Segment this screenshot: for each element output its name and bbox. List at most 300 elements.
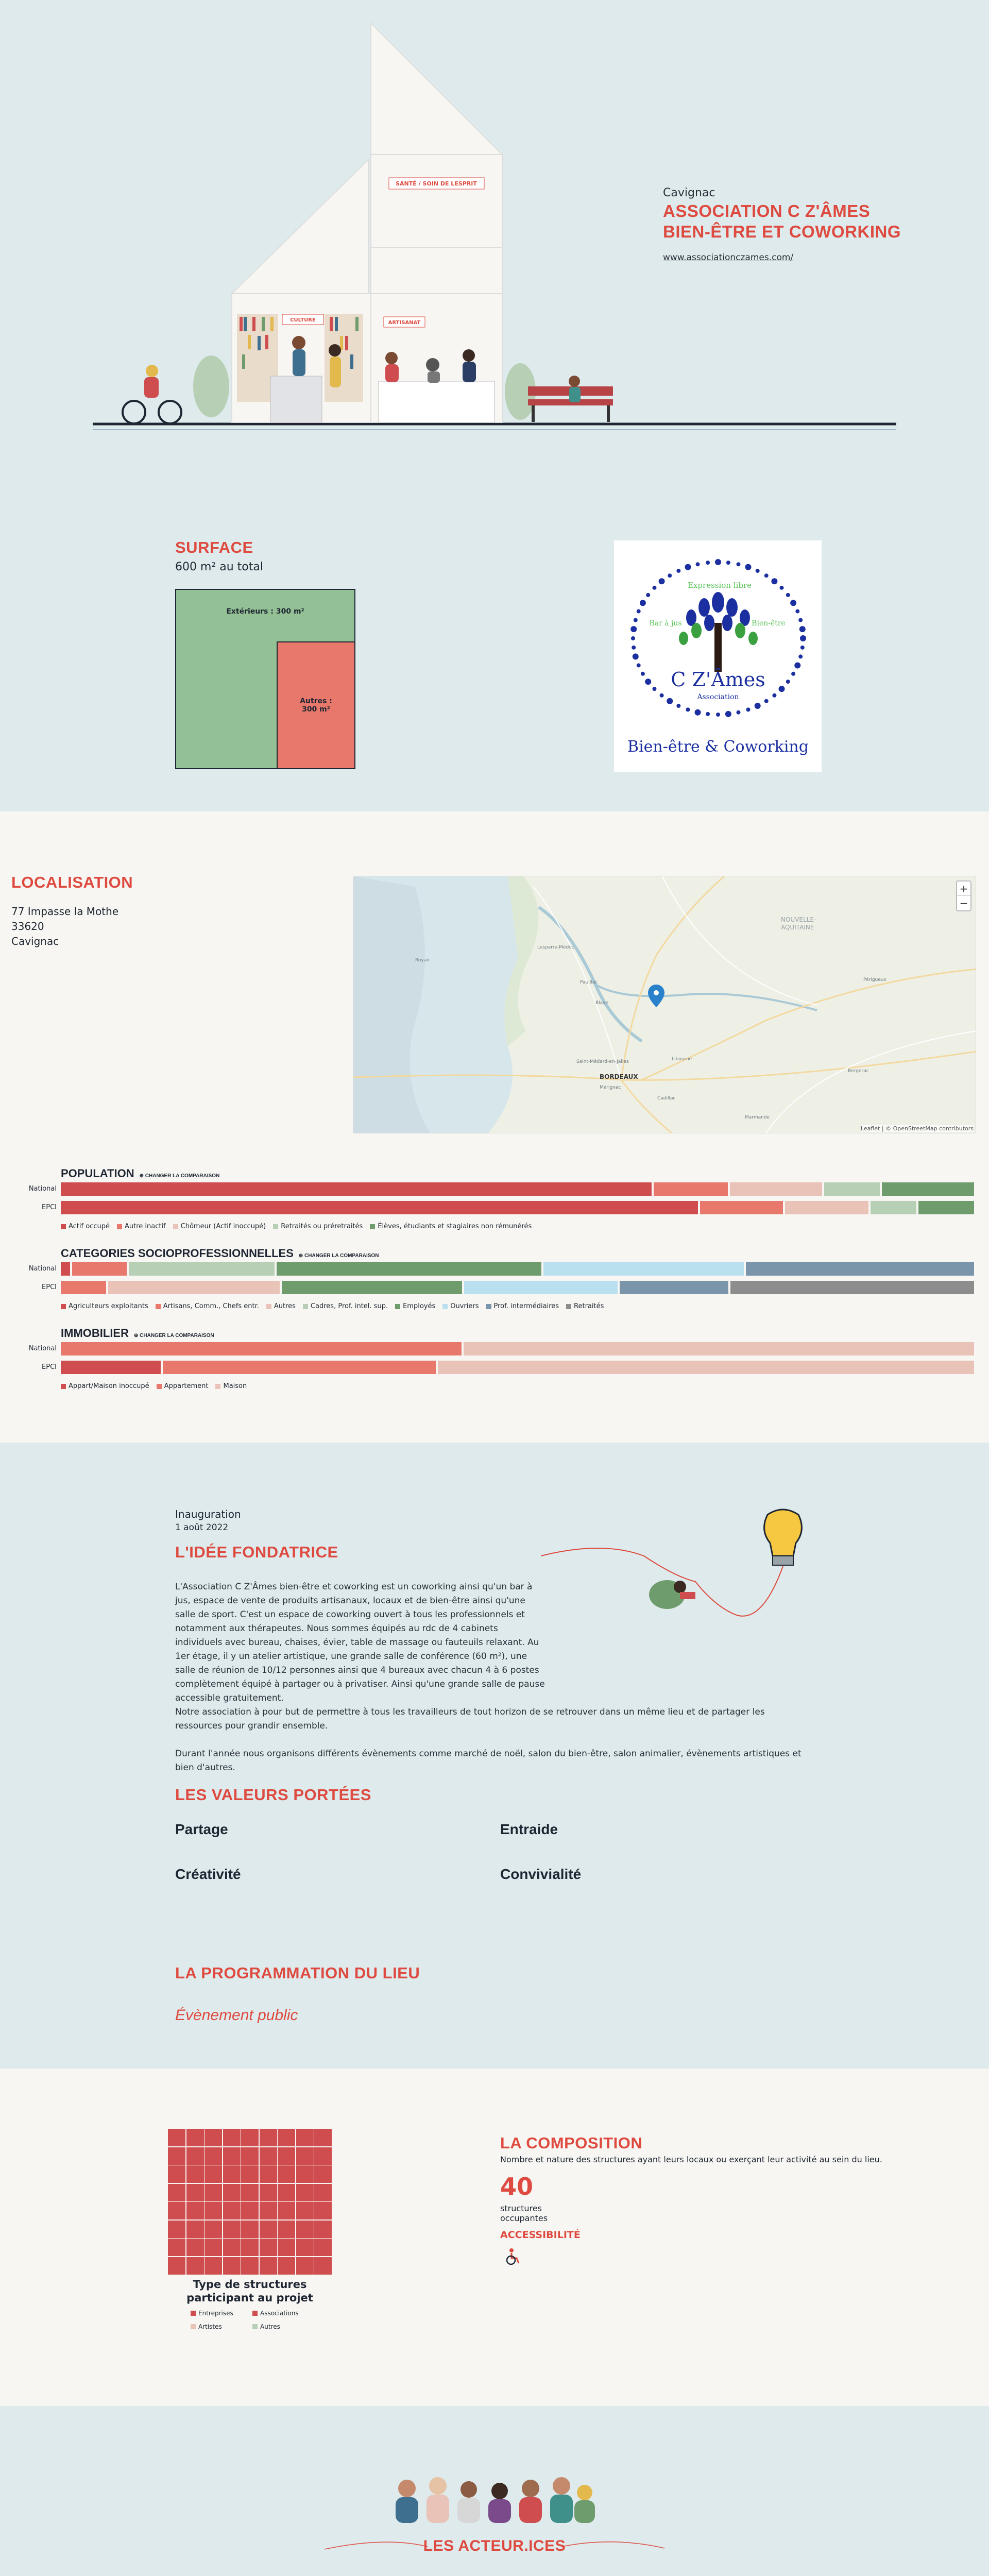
structure-cell — [204, 2147, 222, 2165]
stat-bar-segment[interactable] — [918, 1201, 974, 1214]
legend-label: Cadres, Prof. intel. sup. — [310, 1302, 388, 1310]
legend-label: Actif occupé — [69, 1223, 110, 1230]
legend-item — [61, 1382, 149, 1390]
logo-dot — [772, 693, 776, 698]
stat-bar-segment[interactable] — [464, 1281, 618, 1294]
structure-cell — [204, 2239, 222, 2256]
logo-dot — [630, 626, 637, 632]
svg-text:Mérignac: Mérignac — [600, 1085, 621, 1090]
legend-item — [266, 1302, 296, 1310]
structure-cell — [186, 2257, 204, 2275]
legend-swatch — [173, 1224, 178, 1229]
structure-cell — [241, 2239, 259, 2256]
stat-bar-segment[interactable] — [61, 1361, 161, 1374]
structure-cell — [278, 2239, 295, 2256]
structure-cell — [278, 2184, 295, 2201]
valeur-creativite: Créativité — [175, 1866, 241, 1882]
legend-label: Appart/Maison inoccupé — [69, 1382, 149, 1390]
structure-cell — [296, 2257, 314, 2275]
structure-cell — [241, 2257, 259, 2275]
legend-item — [173, 1223, 266, 1230]
accessibilite-heading: ACCESSIBILITÉ — [500, 2229, 581, 2241]
structure-cell — [241, 2221, 259, 2238]
idee-heading: L'IDÉE FONDATRICE — [175, 1543, 338, 1561]
logo-dot — [780, 586, 784, 590]
structure-cell — [278, 2221, 295, 2238]
svg-text:NOUVELLE-: NOUVELLE- — [781, 916, 816, 923]
legend-item — [395, 1302, 435, 1310]
people-illustration — [381, 2468, 613, 2524]
structure-cell — [223, 2202, 241, 2219]
stat-title-text: POPULATION — [61, 1167, 134, 1180]
legend-item — [303, 1302, 388, 1310]
structure-cell — [223, 2165, 241, 2183]
structure-cell — [168, 2147, 185, 2165]
stat-title-immobilier — [61, 1327, 214, 1340]
legend-swatch — [303, 1304, 308, 1309]
stat-title-text: IMMOBILIER — [61, 1327, 129, 1340]
structure-cell — [186, 2184, 204, 2201]
structure-cell — [241, 2147, 259, 2165]
logo-sub: Association — [697, 693, 739, 701]
legend-swatch — [370, 1224, 375, 1229]
logo-dot — [798, 654, 803, 658]
structure-cell — [314, 2257, 332, 2275]
logo-dot — [736, 562, 740, 566]
structure-cell — [278, 2202, 295, 2219]
localisation-heading: LOCALISATION — [11, 873, 133, 891]
legend-swatch — [117, 1224, 122, 1229]
structure-cell — [223, 2257, 241, 2275]
structure-cell — [260, 2129, 277, 2146]
structure-cell — [296, 2239, 314, 2256]
logo-dot — [756, 569, 760, 573]
structures-label-1: structures — [500, 2204, 542, 2213]
structures-count: 40 — [500, 2173, 534, 2200]
stat-bar-segment[interactable] — [746, 1262, 974, 1276]
stat-bar-segment[interactable] — [871, 1201, 917, 1214]
legend-label: Agriculteurs exploitants — [69, 1302, 148, 1310]
idee-text — [175, 1580, 809, 1775]
logo-dot — [726, 561, 730, 565]
structure-cell — [204, 2184, 222, 2201]
structure-cell — [223, 2221, 241, 2238]
structure-cell — [223, 2147, 241, 2165]
structure-cell — [260, 2184, 277, 2201]
structure-cell — [314, 2129, 332, 2146]
logo-dot — [660, 693, 664, 698]
stat-bar-segment[interactable] — [730, 1281, 974, 1294]
logo-dot — [686, 707, 690, 711]
idee-para1: L'Association C Z'Âmes bien-être et coworking est un coworking ainsi qu'un bar à jus, espace de vente de produits artisanaux, locaux et de bien-être ainsi qu'une salle de sport. C'est un espace de coworking ouvert à tous les professionnels et notamment aux thérapeutes. Nous sommes équipés au rdc de 4 cabinets individuels avec bureau, chaises, évier, table de massage ou fauteuils relaxant. Au 1er étage, il y un atelier artistique, une grande salle de conférence (60 m²), une salle de réunion de 10/12 personnes ainsi que 4 bureaux avec chacun 4 à 6 postes complètement équipé à partager ou à privatiser. Ainsi qu'une grande salle de pause accessible gratuitement. — [175, 1582, 545, 1703]
stat-bar-segment[interactable] — [620, 1281, 728, 1294]
structure-cell — [204, 2257, 222, 2275]
stat-bar-segment[interactable] — [730, 1182, 822, 1196]
logo-dot — [736, 710, 740, 715]
acteurs-section — [0, 2406, 989, 2576]
legend-swatch — [252, 2311, 258, 2316]
stat-bar-row — [61, 1342, 976, 1355]
compare-button[interactable]: ⊕ CHANGER LA COMPARAISON — [139, 1173, 220, 1179]
logo-dot — [646, 593, 650, 597]
structure-cell — [278, 2147, 295, 2165]
stat-bar-segment[interactable] — [108, 1281, 280, 1294]
structure-cell — [296, 2129, 314, 2146]
logo-dot — [786, 593, 790, 597]
logo-dot — [799, 626, 806, 632]
stat-row-label: National — [28, 1345, 57, 1352]
hero-section — [0, 0, 989, 464]
structure-cell — [260, 2221, 277, 2238]
structure-cell — [186, 2147, 204, 2165]
stat-bar-segment[interactable] — [72, 1262, 127, 1276]
svg-text:Royan: Royan — [415, 958, 430, 963]
legend-item — [370, 1223, 532, 1230]
zoom-in-button[interactable]: + — [957, 882, 970, 896]
hero-title-line2: BIEN-ÊTRE ET COWORKING — [663, 222, 901, 241]
legend-label: Autre inactif — [124, 1223, 166, 1230]
logo-dot — [685, 564, 691, 570]
stat-bar-segment[interactable] — [438, 1361, 974, 1374]
svg-text:Blaye: Blaye — [595, 1001, 609, 1006]
logo-dot — [632, 646, 636, 650]
stat-bar-segment[interactable] — [785, 1201, 868, 1214]
surface-section — [0, 464, 989, 811]
legend-item — [117, 1223, 166, 1230]
stat-bar-segment[interactable] — [824, 1182, 880, 1196]
legend-swatch — [566, 1304, 571, 1309]
structure-cell — [186, 2221, 204, 2238]
idee-section — [0, 1443, 989, 2069]
logo-dot — [800, 646, 805, 650]
surface-autres-block — [277, 641, 355, 769]
svg-text:ARTISANAT: ARTISANAT — [388, 320, 421, 326]
logo-dot — [795, 609, 799, 614]
svg-text:Lesparre-Médoc: Lesparre-Médoc — [537, 945, 574, 950]
autres-value: 300 m² — [302, 705, 330, 714]
structure-cell — [314, 2221, 332, 2238]
logo-dot — [764, 573, 769, 578]
structure-cell — [241, 2129, 259, 2146]
stat-bar-row — [61, 1281, 976, 1294]
stat-bar-row — [61, 1361, 976, 1374]
logo-name: C Z'Âmes — [671, 668, 765, 691]
structure-cell — [260, 2257, 277, 2275]
structure-cell — [186, 2165, 204, 2183]
svg-text:Bergerac: Bergerac — [848, 1069, 869, 1074]
logo-dot — [645, 679, 651, 685]
valeurs-heading: LES VALEURS PORTÉES — [175, 1786, 371, 1804]
legend-label: Élèves, étudiants et stagiaires non rémunérés — [378, 1223, 532, 1230]
svg-text:Libourne: Libourne — [672, 1057, 692, 1062]
logo-tagline: Bien-être & Coworking — [627, 738, 809, 756]
stat-title-population — [61, 1167, 219, 1180]
stat-bar-row — [61, 1201, 976, 1214]
legend-item — [61, 1302, 148, 1310]
structure-cell — [314, 2202, 332, 2219]
structure-cell — [223, 2184, 241, 2201]
exterieurs-label: Extérieurs : 300 m² — [226, 607, 304, 616]
svg-text:Périgueux: Périgueux — [863, 977, 886, 982]
logo-dot — [716, 713, 720, 717]
stat-bar-segment[interactable] — [464, 1342, 974, 1355]
logo-dot — [631, 636, 635, 640]
logo-dot — [696, 562, 700, 566]
legend-item — [215, 1382, 247, 1390]
stat-bar-segment[interactable] — [700, 1201, 783, 1214]
idee-para3: Durant l'année nous organisons différents évènements comme marché de noël, salon du bien-être, salon animalier, évènements artistiques et bien d'autres. — [175, 1749, 802, 1773]
grid-title-line2: participant au projet — [186, 2292, 313, 2304]
programmation-item: Évènement public — [175, 2007, 298, 2024]
logo-dot — [652, 586, 656, 590]
legend-label: Autres — [260, 2323, 280, 2330]
logo-dot — [786, 680, 790, 684]
logo-dot — [755, 703, 761, 709]
hero-city: Cavignac — [663, 187, 715, 199]
svg-text:Pauillac: Pauillac — [580, 980, 598, 985]
legend-item — [442, 1302, 479, 1310]
inauguration-label: Inauguration — [175, 1508, 241, 1520]
stat-row-label: EPCI — [42, 1204, 57, 1211]
stat-row-label: EPCI — [42, 1283, 57, 1291]
valeur-entraide: Entraide — [500, 1821, 558, 1837]
svg-text:BORDEAUX: BORDEAUX — [600, 1073, 638, 1080]
logo-dot — [659, 578, 665, 584]
territory-stats — [0, 811, 989, 1443]
autres-label: Autres : — [300, 697, 332, 705]
hero-title — [663, 201, 901, 242]
stat-bar-row — [61, 1262, 976, 1276]
legend-swatch — [156, 1304, 161, 1309]
stat-bar-segment[interactable] — [61, 1281, 106, 1294]
structure-cell — [296, 2221, 314, 2238]
structure-cell — [186, 2202, 204, 2219]
stat-bar-segment[interactable] — [277, 1262, 541, 1276]
structure-cell — [204, 2129, 222, 2146]
legend-swatch — [61, 1384, 66, 1389]
structure-cell — [314, 2165, 332, 2183]
structure-cell — [168, 2165, 185, 2183]
stat-bar-row — [61, 1182, 976, 1196]
logo-dot — [746, 707, 751, 711]
stat-legend — [61, 1223, 532, 1230]
structure-cell — [260, 2239, 277, 2256]
structure-cell — [314, 2239, 332, 2256]
legend-item — [273, 1223, 363, 1230]
grid-legend-item — [252, 2323, 314, 2330]
svg-text:AQUITAINE: AQUITAINE — [781, 924, 814, 931]
legend-label: Artistes — [198, 2323, 222, 2330]
legend-swatch — [252, 2324, 258, 2329]
logo-dot — [771, 578, 777, 584]
legend-item — [157, 1382, 209, 1390]
logo-word-bienetre: Bien-être — [752, 619, 786, 628]
legend-swatch — [215, 1384, 220, 1389]
valeur-convivialite: Convivialité — [500, 1866, 582, 1882]
legend-item — [156, 1302, 259, 1310]
logo-dot — [676, 569, 680, 573]
logo-dot — [779, 686, 785, 692]
structure-cell — [296, 2147, 314, 2165]
legend-label: Ouvriers — [450, 1302, 479, 1310]
inauguration-date: 1 août 2022 — [175, 1522, 229, 1533]
structure-cell — [168, 2239, 185, 2256]
legend-swatch — [273, 1224, 278, 1229]
stat-row-label: EPCI — [42, 1363, 57, 1371]
label-sante: SANTÉ / SOIN DE LESPRIT — [396, 180, 477, 187]
structure-cell — [241, 2165, 259, 2183]
legend-label: Employés — [403, 1302, 436, 1310]
logo-dot — [745, 564, 752, 570]
legend-swatch — [395, 1304, 400, 1309]
logo-dot — [640, 600, 646, 606]
structure-cell — [204, 2221, 222, 2238]
wheelchair-icon — [504, 2248, 521, 2265]
logo-dot — [634, 618, 638, 622]
legend-label: Maison — [223, 1382, 247, 1390]
legend-label: Chômeur (Actif inoccupé) — [180, 1223, 266, 1230]
legend-label: Autres — [274, 1302, 296, 1310]
structure-cell — [223, 2239, 241, 2256]
stat-bar-segment[interactable] — [882, 1182, 974, 1196]
idee-para2: Notre association à pour but de permettre à tous les travailleurs de tout horizon de se retrouver dans un même lieu et de partager les ressources pour grandir ensemble. — [175, 1707, 765, 1731]
structure-cell — [168, 2184, 185, 2201]
stat-bar-segment[interactable] — [129, 1262, 275, 1276]
structure-cell — [278, 2257, 295, 2275]
logo-dot — [800, 635, 806, 641]
logo-dot — [798, 618, 803, 622]
stat-bar-segment[interactable] — [654, 1182, 727, 1196]
svg-text:Marmande: Marmande — [745, 1115, 770, 1120]
compare-button[interactable]: ⊕ CHANGER LA COMPARAISON — [134, 1333, 214, 1338]
structure-cell — [296, 2165, 314, 2183]
programmation-heading: LA PROGRAMMATION DU LIEU — [175, 1964, 420, 1982]
legend-swatch — [266, 1304, 271, 1309]
svg-text:Cadillac: Cadillac — [657, 1096, 676, 1101]
hero-title-line1: ASSOCIATION C Z'ÂMES — [663, 201, 871, 221]
logo-dot — [652, 687, 656, 691]
stat-title-csp — [61, 1247, 379, 1260]
legend-item — [61, 1223, 110, 1230]
structures-label-2: occupantes — [500, 2213, 548, 2223]
association-logo — [614, 540, 822, 772]
stat-bar-segment[interactable] — [163, 1361, 436, 1374]
structure-cell — [314, 2147, 332, 2165]
logo-dot — [676, 704, 680, 708]
valeur-partage: Partage — [175, 1821, 228, 1837]
stat-bar-segment[interactable] — [61, 1262, 70, 1276]
legend-swatch — [61, 1224, 66, 1229]
structure-cell — [278, 2165, 295, 2183]
logo-word-bar: Bar à jus — [649, 619, 682, 628]
legend-label: Retraités ou préretraités — [281, 1223, 363, 1230]
acteurs-heading: LES ACTEUR.ICES — [423, 2537, 566, 2554]
legend-label: Prof. intermédiaires — [493, 1302, 559, 1310]
logo-dot — [764, 699, 769, 703]
legend-label: Associations — [260, 2310, 299, 2317]
logo-dot — [794, 662, 800, 668]
address-postcode: 33620 — [11, 920, 44, 933]
composition-section — [0, 2069, 989, 2406]
structures-label — [500, 2204, 548, 2223]
structure-cell — [223, 2129, 241, 2146]
logo-dot — [715, 559, 721, 565]
grid-legend-item — [191, 2323, 252, 2330]
structure-cell — [296, 2184, 314, 2201]
grid-title — [160, 2278, 340, 2304]
structure-cell — [278, 2129, 295, 2146]
structure-cell — [186, 2239, 204, 2256]
legend-label: Appartement — [164, 1382, 209, 1390]
address-city: Cavignac — [11, 935, 59, 947]
stat-bar-segment[interactable] — [61, 1342, 462, 1355]
logo-dot — [668, 573, 672, 578]
structure-cell — [241, 2202, 259, 2219]
surface-total: 600 m² au total — [175, 561, 263, 573]
legend-item — [486, 1302, 559, 1310]
logo-dot — [633, 653, 639, 659]
structure-grid — [168, 2129, 331, 2267]
logo-graphic — [614, 540, 822, 772]
logo-dot — [667, 698, 673, 704]
structure-cell — [260, 2147, 277, 2165]
logo-dot — [706, 712, 710, 716]
structure-cell — [168, 2129, 185, 2146]
structure-cell — [186, 2129, 204, 2146]
zoom-out-button[interactable]: − — [959, 897, 968, 909]
address-street: 77 Impasse la Mothe — [11, 905, 119, 918]
stat-legend — [61, 1382, 247, 1390]
localisation-section — [0, 811, 989, 1443]
logo-dot — [706, 561, 710, 565]
logo-dot — [695, 709, 701, 716]
stat-bar-segment[interactable] — [61, 1182, 652, 1196]
compare-button[interactable]: ⊕ CHANGER LA COMPARAISON — [298, 1253, 379, 1259]
legend-swatch — [61, 1304, 66, 1309]
map-attribution[interactable]: Leaflet | © OpenStreetMap contributors — [860, 1125, 974, 1132]
stat-bar-segment[interactable] — [543, 1262, 744, 1276]
logo-dot — [637, 609, 641, 614]
legend-swatch — [442, 1304, 448, 1309]
stat-row-label: National — [28, 1265, 57, 1273]
svg-text:CULTURE: CULTURE — [290, 317, 316, 323]
structure-cell — [168, 2221, 185, 2238]
logo-word-expression: Expression libre — [688, 581, 752, 590]
stat-bar-segment[interactable] — [282, 1281, 463, 1294]
structure-cell — [204, 2165, 222, 2183]
legend-swatch — [157, 1384, 162, 1389]
logo-dot — [641, 672, 645, 676]
logo-dot — [791, 672, 795, 676]
structure-cell — [296, 2202, 314, 2219]
surface-heading: SURFACE — [175, 538, 253, 556]
logo-dot — [637, 663, 641, 667]
legend-item — [566, 1302, 604, 1310]
structure-cell — [168, 2257, 185, 2275]
logo-dot — [790, 600, 796, 606]
stat-title-text: CATEGORIES SOCIOPROFESSIONNELLES — [61, 1247, 294, 1260]
grid-legend-item — [191, 2310, 252, 2317]
svg-text:Saint-Médard-en-Jalles: Saint-Médard-en-Jalles — [576, 1059, 629, 1064]
legend-label: Retraités — [574, 1302, 604, 1310]
structure-cell — [260, 2202, 277, 2219]
legend-label: Artisans, Comm., Chefs entr. — [163, 1302, 259, 1310]
legend-swatch — [486, 1304, 491, 1309]
legend-swatch — [191, 2324, 196, 2329]
stat-bar-segment[interactable] — [61, 1201, 698, 1214]
website-link[interactable]: www.associationczames.com/ — [663, 252, 794, 263]
stat-row-label: National — [28, 1185, 57, 1193]
